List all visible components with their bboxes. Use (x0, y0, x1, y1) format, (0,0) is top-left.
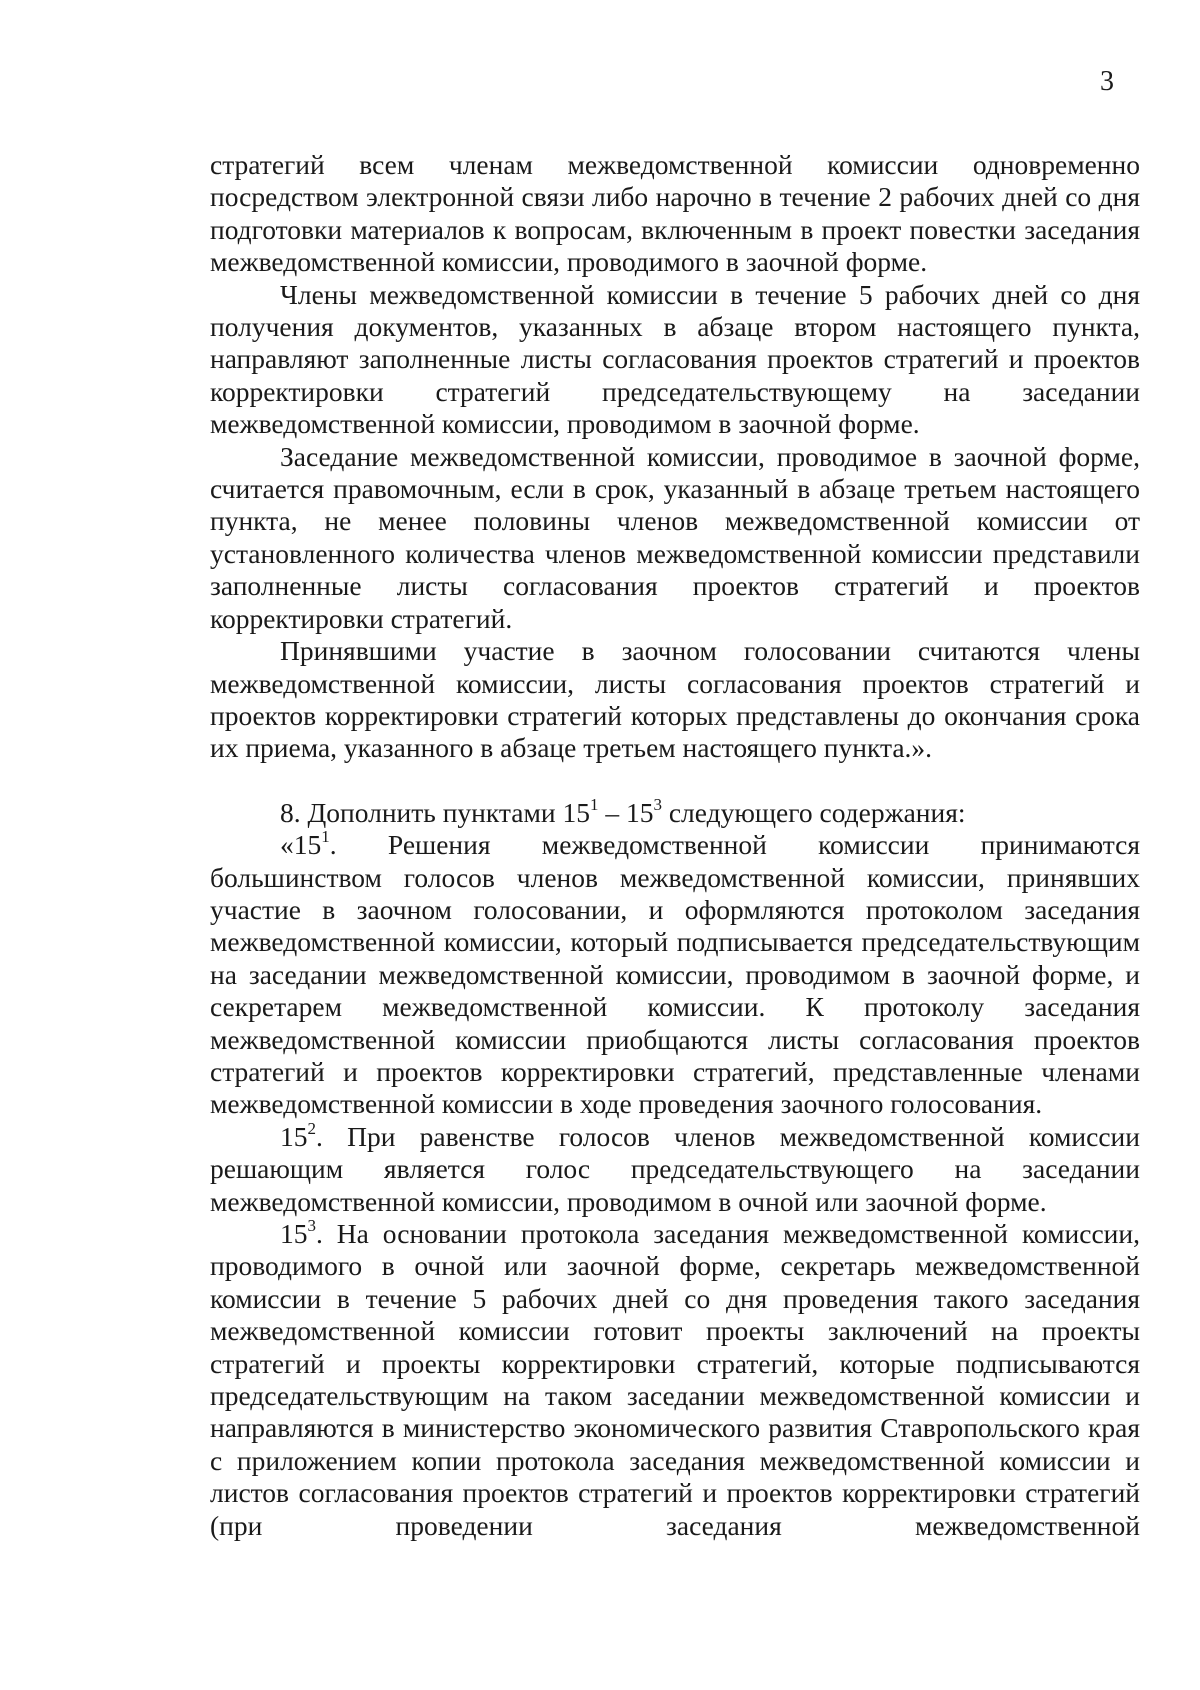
paragraph-15-3 (210, 1215, 1140, 1542)
clause-text: . Решения межведомственной комиссии принимаются большинством голосов членов межведомственной комиссии, принявших участие в заочном голосовании, и оформляются протоколом заседания межведомственной комиссии, который подписывается председательствующим на заседании межведомственной комиссии, проводимом в заочной форме, и секретарем межведомственной комиссии. К протоколу заседания межведомственной комиссии приобщаются листы согласования проектов стратегий и проектов корректировки стратегий, представленные членами межведомственной комиссии в ходе проведения заочного голосования. (210, 829, 1140, 1120)
amendment-text-dash: – 15 (598, 796, 654, 828)
superscript-one: 1 (589, 794, 599, 814)
clause-superscript: 2 (307, 1118, 316, 1138)
paragraph-amendment-heading (210, 794, 1140, 829)
paragraph-15-1 (210, 826, 1140, 1121)
clause-text: . При равенстве голосов членов межведомственной комиссии решающим является голос председательствующего на заседании межведомственной комиссии, проводимом в очной или заочной форме. (210, 1120, 1140, 1217)
superscript-three: 3 (653, 794, 662, 814)
clause-superscript: 3 (307, 1215, 316, 1235)
amendment-text-start: 8. Дополнить пунктами 15 (280, 796, 590, 828)
clause-number: «15 (280, 829, 322, 861)
clause-number: 15 (280, 1218, 308, 1249)
clause-number: 15 (280, 1120, 308, 1152)
paragraph-quorum: Заседание межведомственной комиссии, проводимое в заочной форме, считается правомочным, если в срок, указанный в абзаце третьем настоящего пункта, не менее половины членов межведомственной комиссии от установленного количества членов межведомственной комиссии представили заполненные листы согласования проектов стратегий и проектов корректировки стратегий. (210, 440, 1140, 634)
amendment-text-end: следующего содержания: (661, 796, 966, 828)
paragraph-members-deadline: Члены межведомственной комиссии в течение 5 рабочих дней со дня получения документов, указанных в абзаце втором настоящего пункта, направляют заполненные листы согласования проектов стратегий и проектов корректировки стратегий председательствующему на заседании межведомственной комиссии, проводимом в заочной форме. (210, 278, 1140, 440)
paragraph-gap (210, 765, 1140, 797)
clause-superscript: 1 (321, 826, 330, 846)
clause-text: . На основании протокола заседания межведомственной комиссии, проводимого в очной или заочной форме, секретарь межведомственной комиссии в течение 5 рабочих дней со дня проведения такого заседания межведомственной комиссии готовит проекты заключений на проекты стратегий и проекты корректировки стратегий, которые подписываются председательствующим на таком заседании межведомственной комиссии и направляются в министерство экономического развития Ставропольского края с приложением копии протокола заседания межведомственной комиссии и листов согласования проектов стратегий и проектов корректировки стратегий (при проведении заседания межведомственной (210, 1218, 1140, 1541)
paragraph-15-2 (210, 1118, 1140, 1218)
paragraph-continuation: стратегий всем членам межведомственной комиссии одновременно посредством электронной связи либо нарочно в течение 2 рабочих дней со дня подготовки материалов к вопросам, включенным в проект повестки заседания межведомственной комиссии, проводимого в заочной форме. (210, 149, 1140, 278)
paragraph-participants: Принявшими участие в заочном голосовании считаются члены межведомственной комиссии, листы согласования проектов стратегий и проектов корректировки стратегий которых представлены до окончания срока их приема, указанного в абзаце третьем настоящего пункта.». (210, 635, 1140, 764)
page-number: 3 (1100, 66, 1114, 97)
document-body (210, 149, 1140, 1542)
